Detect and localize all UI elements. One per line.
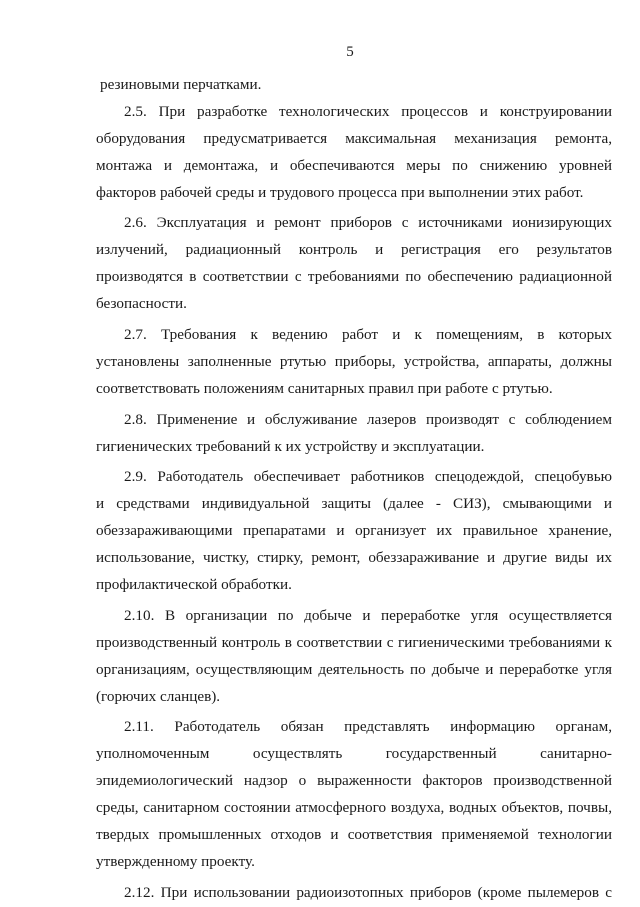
text-line: производятся в соответствии с требованиями по обеспечению радиационной	[96, 268, 612, 286]
text-line: твердых промышленных отходов и соответствия применяемой технологии	[96, 826, 612, 844]
text-line: 2.12. При использовании радиоизотопных приборов (кроме пылемеров с	[124, 883, 612, 901]
text-line: организациям, осуществляющим деятельность по добыче и переработке угля	[96, 660, 612, 678]
text-line: резиновыми перчатками.	[100, 76, 262, 93]
text-line: 2.11. Работодатель обязан представлять информацию органам,	[124, 718, 612, 736]
text-line: 2.10. В организации по добыче и переработке угля осуществляется	[124, 606, 612, 624]
text-line: 2.8. Применение и обслуживание лазеров производят с соблюдением	[124, 410, 612, 428]
text-line: (горючих сланцев).	[96, 687, 221, 705]
text-line: среды, санитарном состоянии атмосферного воздуха, водных объектов, почвы,	[96, 799, 612, 817]
text-line: 2.5. При разработке технологических процессов и конструировании	[124, 102, 612, 120]
text-line: производственный контроль в соответствии с гигиеническими требованиями к	[96, 633, 612, 651]
text-line: факторов рабочей среды и трудового процесса при выполнении этих работ.	[96, 183, 584, 201]
text-line: утвержденному проекту.	[96, 852, 255, 870]
text-line: уполномоченным осуществлять государственный санитарно-	[96, 745, 612, 763]
text-line: эпидемиологический надзор о выраженности факторов производственной	[96, 772, 612, 790]
document-body	[96, 72, 612, 907]
text-line: гигиенических требований к их устройству и эксплуатации.	[96, 437, 485, 455]
text-line: излучений, радиационный контроль и регистрация его результатов	[96, 241, 612, 259]
text-line: безопасности.	[96, 295, 187, 313]
text-line: установлены заполненные ртутью приборы, устройства, аппараты, должны	[96, 352, 612, 370]
text-line: соответствовать положениям санитарных правил при работе с ртутью.	[96, 379, 553, 397]
text-line: 2.6. Эксплуатация и ремонт приборов с источниками ионизирующих	[124, 214, 612, 232]
text-line: 2.9. Работодатель обеспечивает работников спецодеждой, спецобувью	[124, 468, 612, 486]
text-line: использование, чистку, стирку, ремонт, обеззараживание и другие виды их	[96, 549, 612, 567]
text-line: монтажа и демонтажа, и обеспечиваются меры по снижению уровней	[96, 156, 612, 174]
text-line: профилактической обработки.	[96, 576, 292, 594]
text-line: и средствами индивидуальной защиты (далее - СИЗ), смывающими и	[96, 495, 612, 513]
text-line: оборудования предусматривается максимальная механизация ремонта,	[96, 129, 612, 147]
text-line: 2.7. Требования к ведению работ и к помещениям, в которых	[124, 326, 612, 344]
page-number: 5	[346, 44, 354, 60]
text-line: обеззараживающими препаратами и организует их правильное хранение,	[96, 522, 612, 540]
